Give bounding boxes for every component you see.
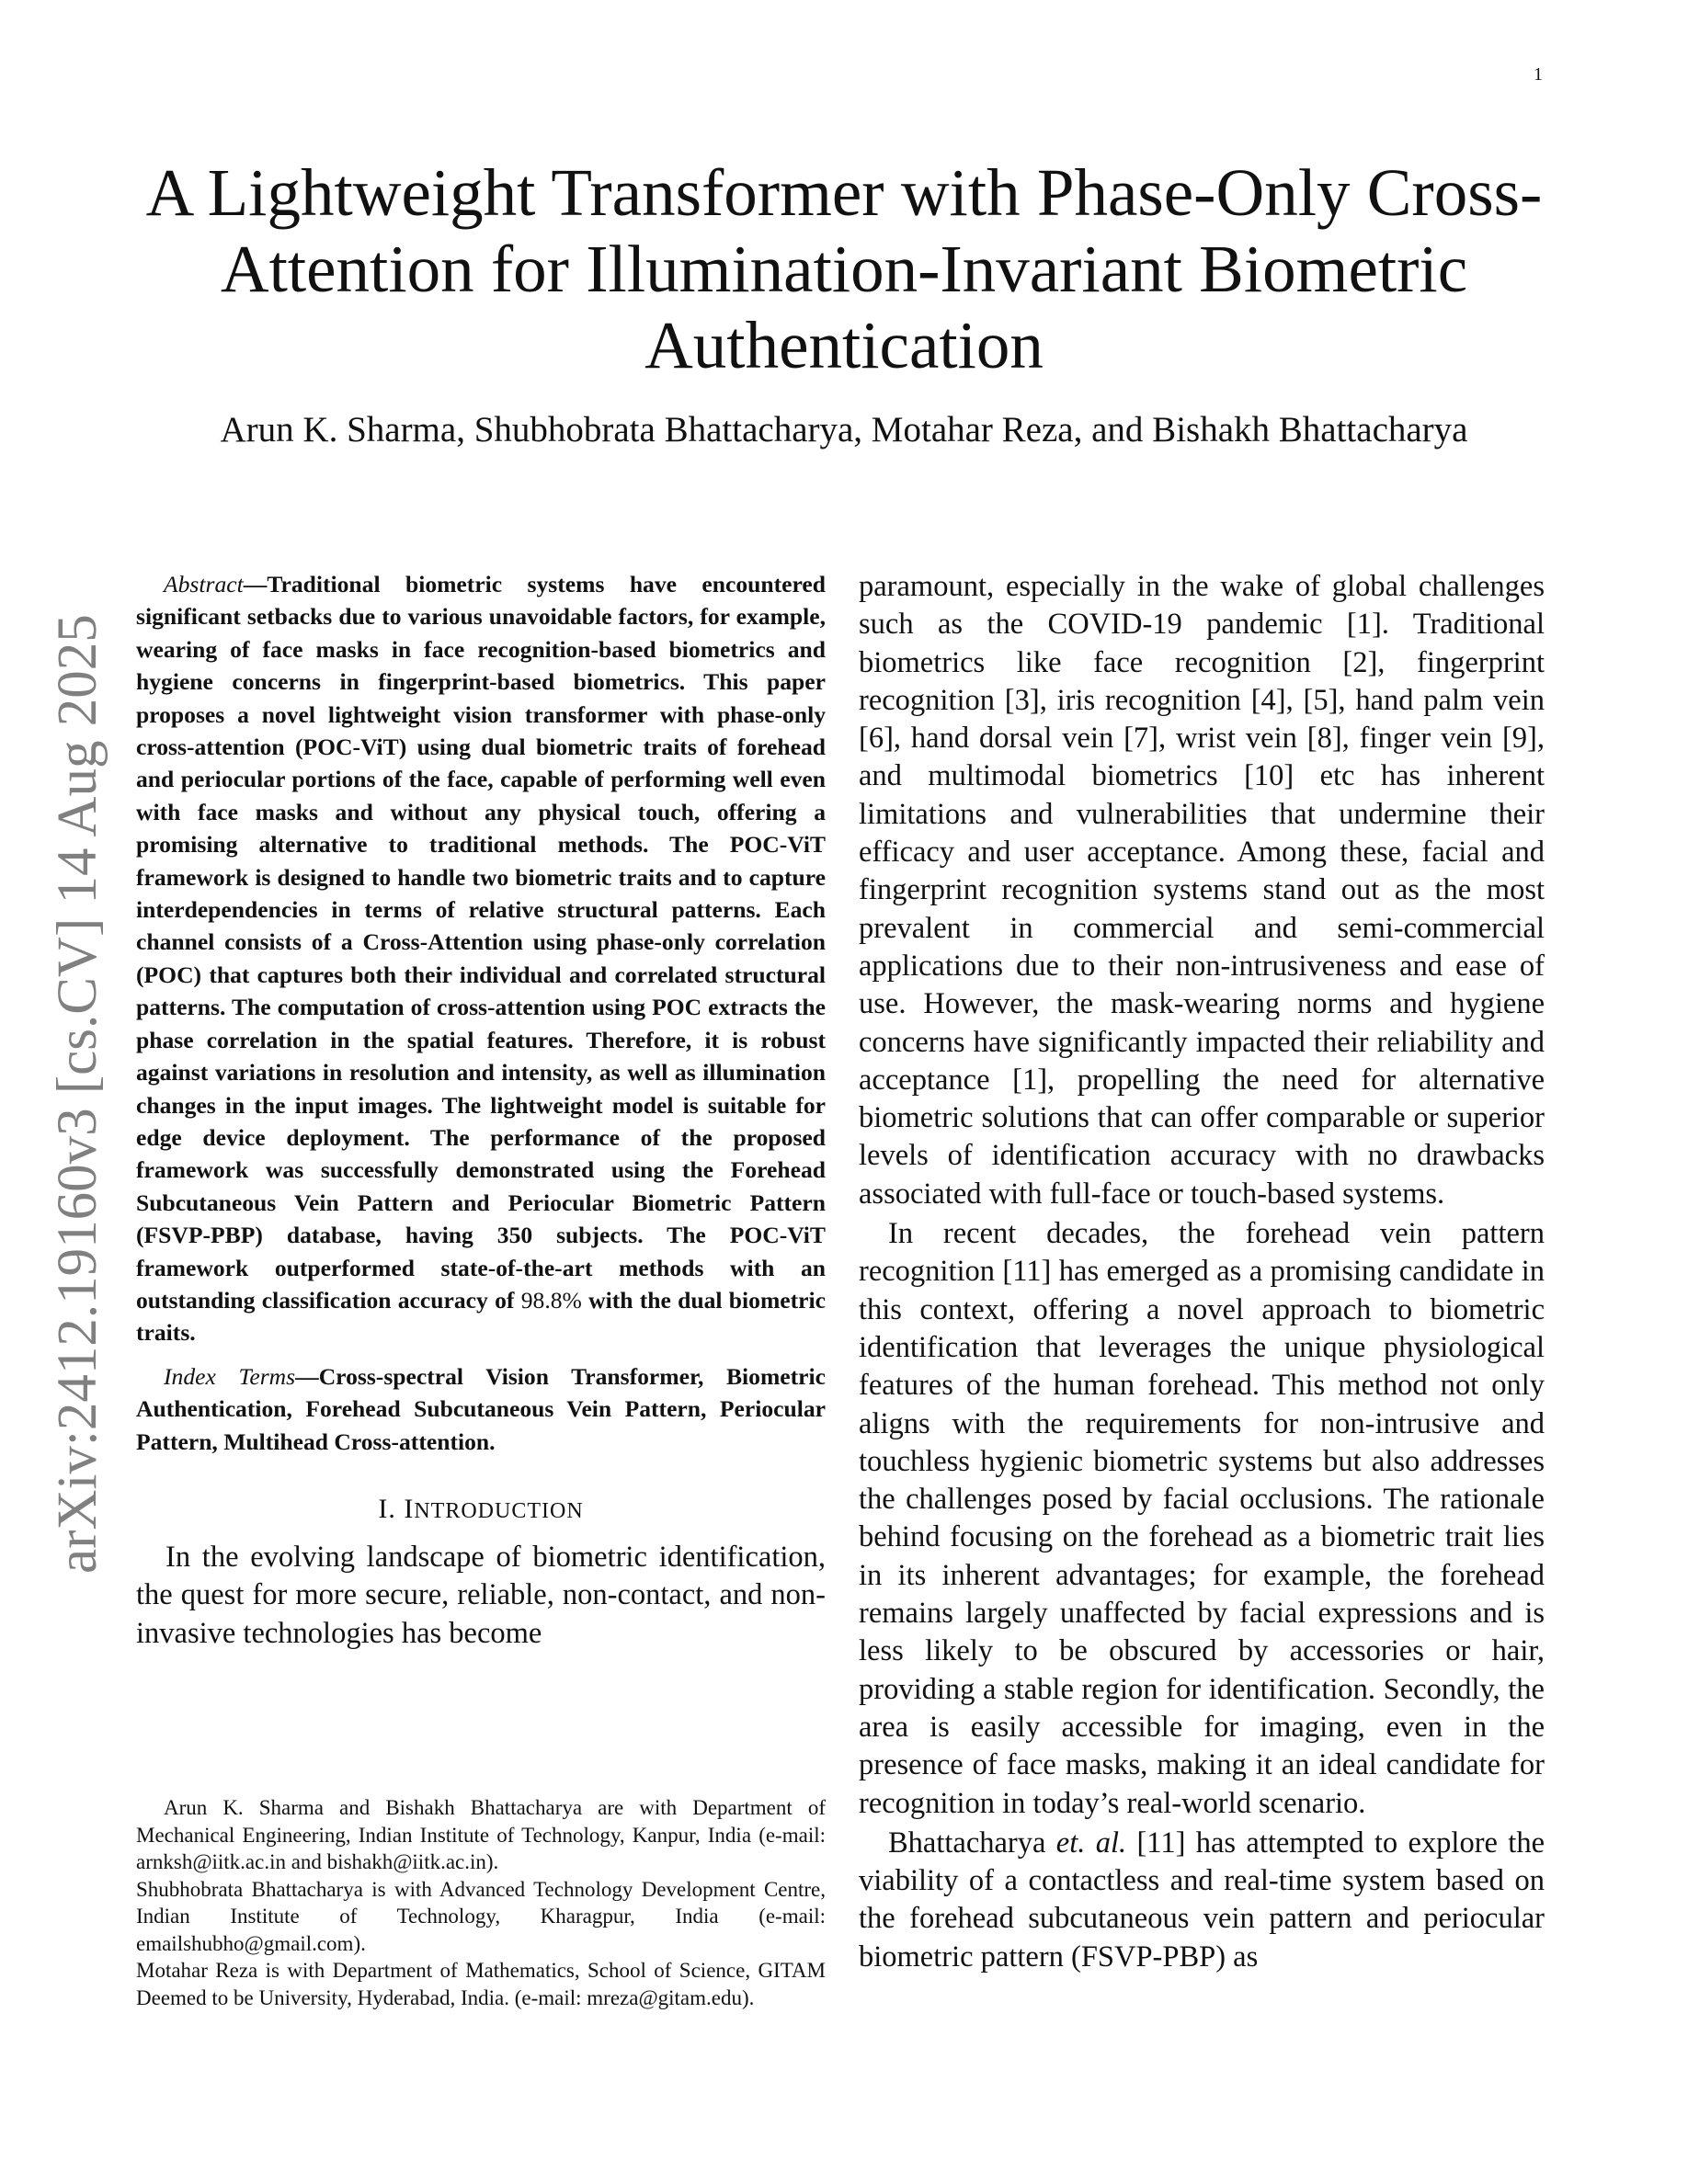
- index-terms-lead: Index Terms: [164, 1362, 296, 1390]
- body-paragraph: [859, 1825, 1545, 1976]
- page-number: 1: [1534, 64, 1543, 85]
- section-title-rest: NTRODUCTION: [414, 1498, 584, 1523]
- intro-paragraph: In the evolving landscape of biometric identification, the quest for more secure, reliable, non-contact, and non-invasive technologies has become: [136, 1540, 826, 1650]
- footnote-affiliation: Arun K. Sharma and Bishakh Bhattacharya are with Department of Mechanical Engineering, Indian Institute of Technology, Kanpur, India (e-mail: arnksh@iitk.ac.in and bishakh@iitk.ac.in).: [136, 1796, 826, 1873]
- abstract: [136, 568, 826, 1349]
- body-paragraph: In recent decades, the forehead vein pattern recognition [11] has emerged as a promising candidate in this context, offering a novel approach to biometric identification that leverages the unique physiological features of the human forehead. This method not only aligns with the requirements for non-intrusive and touchless hygienic biometric systems but also addresses the challenges posed by facial occlusions. The rationale behind focusing on the forehead as a biometric trait lies in its inherent advantages; for example, the forehead remains largely unaffected by facial expressions and is less likely to be obscured by accessories or hair, providing a stable region for identification. Secondly, the area is easily accessible for imaging, even in the presence of face masks, making it an ideal candidate for recognition in today’s real-world scenario.: [859, 1217, 1545, 1820]
- index-terms-text: —Cross-spectral Vision Transformer, Biometric Authentication, Forehead Subcutaneous Vein Pattern, Periocular Pattern, Multihead Cross-attention.: [136, 1362, 826, 1455]
- right-column: [859, 568, 1545, 1976]
- body-paragraph: paramount, especially in the wake of global challenges such as the COVID-19 pandemic [1]. Traditional biometrics like face recognition [2], fingerprint recognition [3], iris recognition [4], [5], hand palm vein [6], hand dorsal vein [7], wrist vein [8], finger vein [9], and multimodal biometrics [10] etc has inherent limitations and vulnerabilities that undermine their efficacy and user acceptance. Among these, facial and fingerprint recognition systems stand out as the most prevalent in commercial and semi-commercial applications due to their non-intrusiveness and ease of use. However, the mask-wearing norms and hygiene concerns have significantly impacted their reliability and acceptance [1], propelling the need for alternative biometric solutions that can offer comparable or superior levels of identification accuracy with no drawbacks associated with full-face or touch-based systems.: [859, 570, 1545, 1211]
- abstract-text-end: with the dual biometric traits.: [136, 1286, 826, 1347]
- abstract-text: —Traditional biometric systems have encountered significant setbacks due to various unavoidable factors, for example, wearing of face masks in face recognition-based biometrics and hygiene concerns in fingerprint-based biometrics. This paper proposes a novel lightweight vision transformer with phase-only cross-attention (POC-ViT) using dual biometric traits of forehead and periocular portions of the face, capable of performing well even with face masks and without any physical touch, offering a promising alternative to traditional methods. The POC-ViT framework is designed to handle two biometric traits and to capture interdependencies in terms of relative structural patterns. Each channel consists of a Cross-Attention using phase-only correlation (POC) that captures both their individual and correlated structural patterns. The computation of cross-attention using POC extracts the phase correlation in the spatial features. Therefore, it is robust against variations in resolution and intensity, as well as illumination changes in the input images. The lightweight model is suitable for edge device deployment. The performance of the proposed framework was successfully demonstrated using the Forehead Subcutaneous Vein Pattern and Periocular Biometric Pattern (FSVP-PBP) database, having 350 subjects. The POC-ViT framework outperformed state-of-the-art methods with an outstanding classification accuracy of: [136, 571, 826, 1314]
- abstract-lead: Abstract: [164, 571, 244, 597]
- body-text-run: Bhattacharya: [888, 1826, 1056, 1860]
- author-footnotes: [136, 1794, 826, 2011]
- body-text-run: [11] has attempted to explore the viability of a contactless and real-time system based on the forehead subcutaneous vein pattern and periocular biometric pattern (FSVP-PBP) as: [859, 1826, 1545, 1974]
- author-list: Arun K. Sharma, Shubhobrata Bhattacharya, Motahar Reza, and Bishakh Bhattacharya: [220, 410, 1468, 449]
- citation-etal: et. al.: [1055, 1826, 1127, 1860]
- section-numeral: I.: [378, 1493, 405, 1524]
- left-column: [136, 568, 826, 1653]
- section-initial: I: [404, 1493, 415, 1524]
- footnote-affiliation: Shubhobrata Bhattacharya is with Advanced Technology Development Centre, Indian Institute of Technology, Kharagpur, India (e-mail: emailshubho@gmail.com).: [136, 1877, 826, 1955]
- footnote-affiliation: Motahar Reza is with Department of Mathematics, School of Science, GITAM Deemed to be University, Hyderabad, India. (e-mail: mreza@gitam.edu).: [136, 1959, 826, 2009]
- paper-title: A Lightweight Transformer with Phase-Only Cross-Attention for Illumination-Invariant Biometric Authentication: [145, 155, 1543, 382]
- index-terms: [136, 1360, 826, 1458]
- accuracy-value: 98.8%: [520, 1286, 582, 1314]
- section-heading-introduction: [136, 1491, 826, 1530]
- arxiv-identifier-stamp: arXiv:2412.19160v3 [cs.CV] 14 Aug 2025: [47, 614, 108, 1574]
